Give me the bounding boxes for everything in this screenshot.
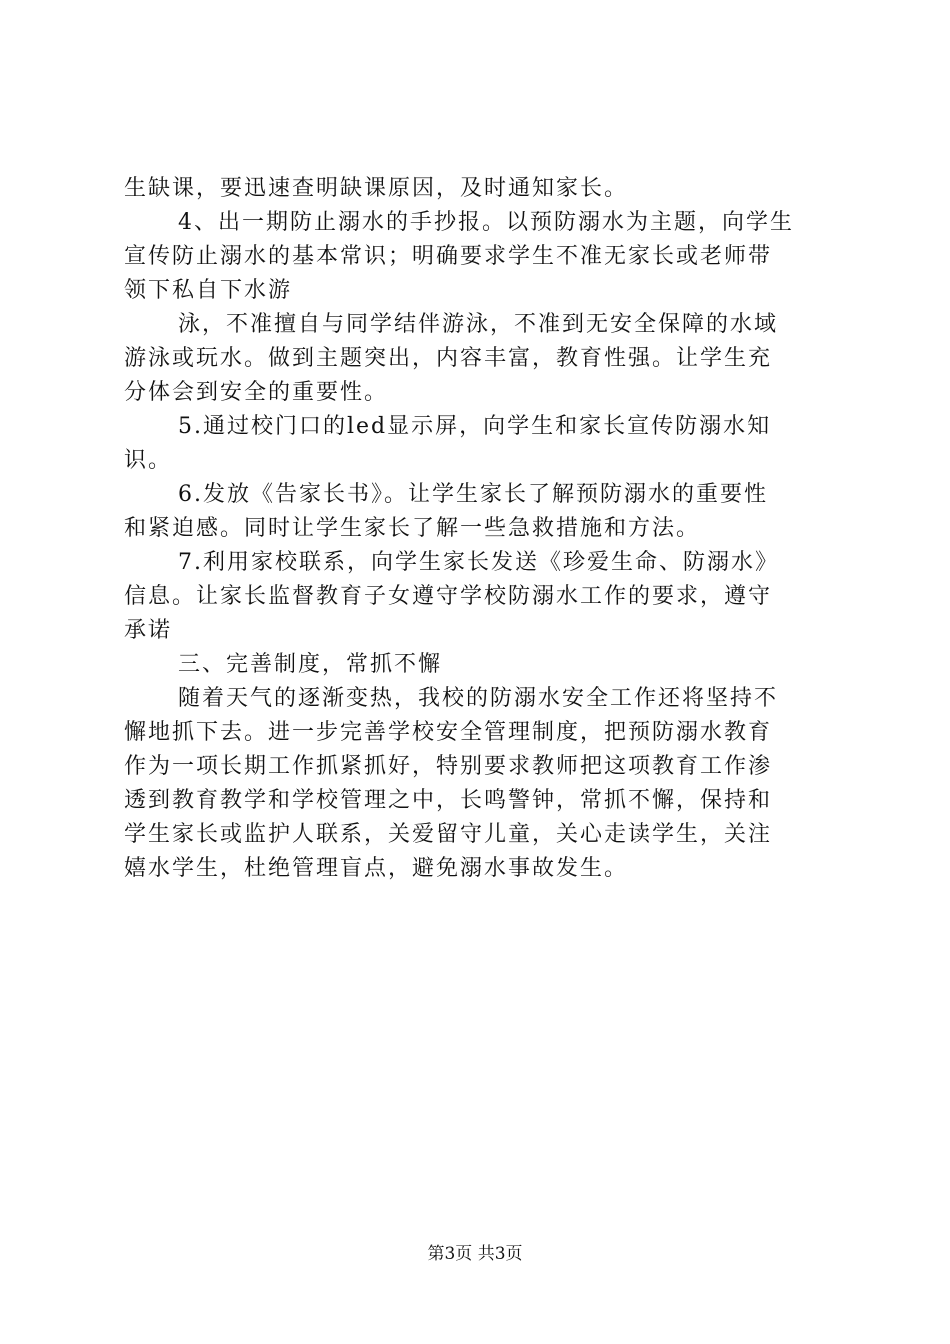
- text-line: 随着天气的逐渐变热，我校的防溺水安全工作还将坚持不: [178, 686, 779, 711]
- text-line: 承诺: [124, 618, 173, 643]
- text-line: 三、完善制度，常抓不懈: [178, 652, 443, 677]
- text-line: 和紧迫感。同时让学生家长了解一些急救措施和方法。: [124, 516, 701, 541]
- text-line: 懈地抓下去。进一步完善学校安全管理制度，把预防溺水教育: [124, 720, 773, 745]
- text-line: 学生家长或监护人联系，关爱留守儿童，关心走读学生，关注: [124, 822, 773, 847]
- text-line: 6.发放《告家长书》。让学生家长了解预防溺水的重要性: [178, 482, 768, 507]
- text-line: 游泳或玩水。做到主题突出，内容丰富，教育性强。让学生充: [124, 346, 773, 371]
- text-line: 透到教育教学和学校管理之中，长鸣警钟，常抓不懈，保持和: [124, 788, 773, 813]
- text-line: 生缺课，要迅速查明缺课原因，及时通知家长。: [124, 176, 629, 201]
- text-line: 7.利用家校联系，向学生家长发送《珍爱生命、防溺水》: [178, 550, 779, 575]
- text-line: 4、出一期防止溺水的手抄报。以预防溺水为主题，向学生: [178, 210, 794, 235]
- text-line: 信息。让家长监督教育子女遵守学校防溺水工作的要求，遵守: [124, 584, 773, 609]
- text-line: 嬉水学生，杜绝管理盲点，避免溺水事故发生。: [124, 856, 629, 881]
- text-line: 宣传防止溺水的基本常识；明确要求学生不准无家长或老师带: [124, 244, 773, 269]
- text-line: 领下私自下水游: [124, 278, 293, 303]
- text-line: 识。: [124, 448, 173, 473]
- document-body: [124, 172, 836, 886]
- text-line: 作为一项长期工作抓紧抓好，特别要求教师把这项教育工作渗: [124, 754, 773, 779]
- page-footer: 第3页 共3页: [427, 1244, 523, 1264]
- text-line: 5.通过校门口的led显示屏，向学生和家长宣传防溺水知: [178, 414, 772, 439]
- text-line: 泳，不准擅自与同学结伴游泳，不准到无安全保障的水域: [178, 312, 779, 337]
- text-line: 分体会到安全的重要性。: [124, 380, 389, 405]
